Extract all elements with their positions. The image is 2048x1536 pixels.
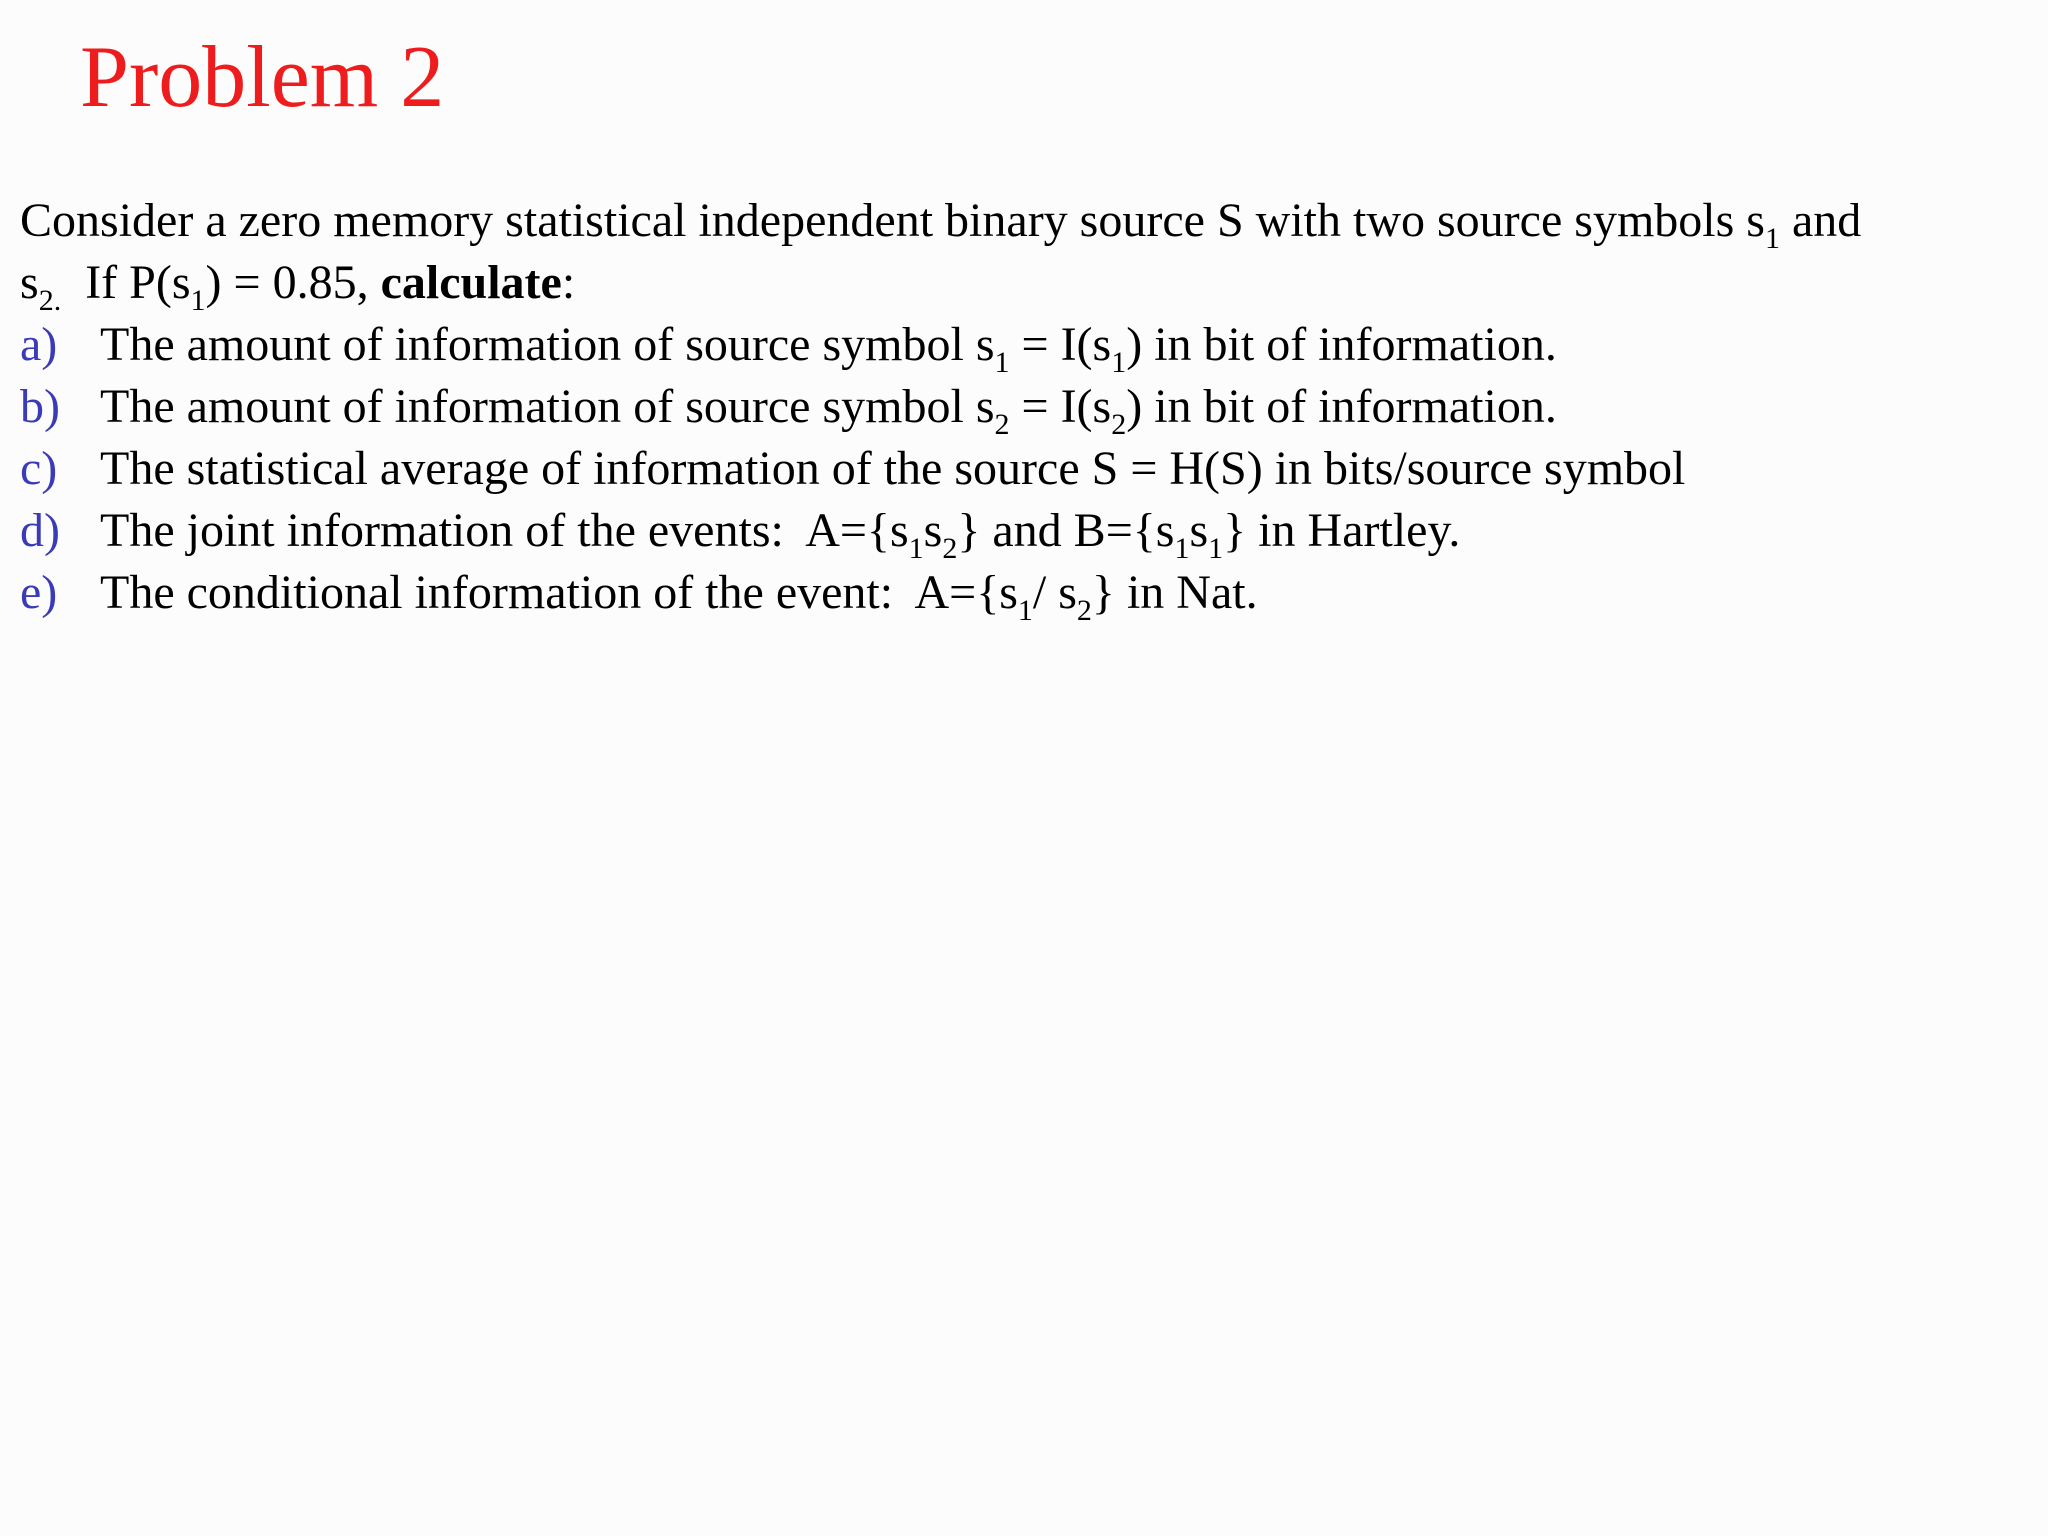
subscript: 1 [1174,532,1190,565]
subscript: 1 [908,532,924,565]
text-segment: / s [1032,566,1077,619]
question-text [100,504,1461,565]
calculate-keyword: calculate [380,256,562,309]
subscript: 1 [1208,532,1224,565]
question-text [100,380,1557,441]
subscript: 2 [1111,408,1127,441]
intro-probability: ) = 0.85, [205,256,381,309]
intro-text: Consider a zero memory statistical independent binary source S with two source symbols s [20,194,1765,247]
list-marker: a) [20,318,58,371]
intro-line-2 [20,252,2030,317]
subscript: 2 [994,408,1010,441]
question-item [20,376,2030,441]
text-segment: ) in bit of information. [1126,318,1557,371]
question-item [20,314,2030,379]
list-marker: e) [20,566,58,619]
text-segment: s [923,504,943,557]
symbol-s: s [20,256,39,309]
intro-text-end: and [1779,194,1862,247]
text-segment: } in Hartley. [1223,504,1461,557]
subscript: 2. [38,284,62,317]
subscript: 2 [942,532,958,565]
intro-if-text: If P(s [61,256,191,309]
question-item [20,500,2030,565]
text-segment: The statistical average of information of the source S = H(S) in bits/source symbol [100,442,1686,495]
subscript: 1 [994,346,1010,379]
list-marker: d) [20,504,60,557]
text-segment: The amount of information of source symbol s [100,318,995,371]
slide-title: Problem 2 [80,29,445,126]
problem-statement [20,190,2030,627]
question-text [100,318,1557,379]
list-marker: c) [20,442,58,495]
text-segment: } and B={s [957,504,1175,557]
text-segment: The conditional information of the event: A={s [100,566,1018,619]
subscript: 1 [190,284,206,317]
text-segment: s [1189,504,1209,557]
question-item [20,562,2030,627]
subscript: 1 [1764,222,1780,255]
text-segment: The amount of information of source symbol s [100,380,995,433]
subscript: 1 [1017,594,1033,627]
text-segment: The joint information of the events: A={s [100,504,909,557]
text-segment: = I(s [1009,380,1112,433]
text-segment: ) in bit of information. [1126,380,1557,433]
intro-colon: : [561,256,576,309]
text-segment: = I(s [1009,318,1112,371]
question-text [100,442,1685,495]
subscript: 2 [1076,594,1092,627]
subscript: 1 [1111,346,1127,379]
list-marker: b) [20,380,60,433]
question-text [100,566,1258,627]
question-list [20,314,2030,627]
intro-line-1 [20,190,2030,255]
text-segment: } in Nat. [1091,566,1258,619]
question-item [20,438,2030,500]
